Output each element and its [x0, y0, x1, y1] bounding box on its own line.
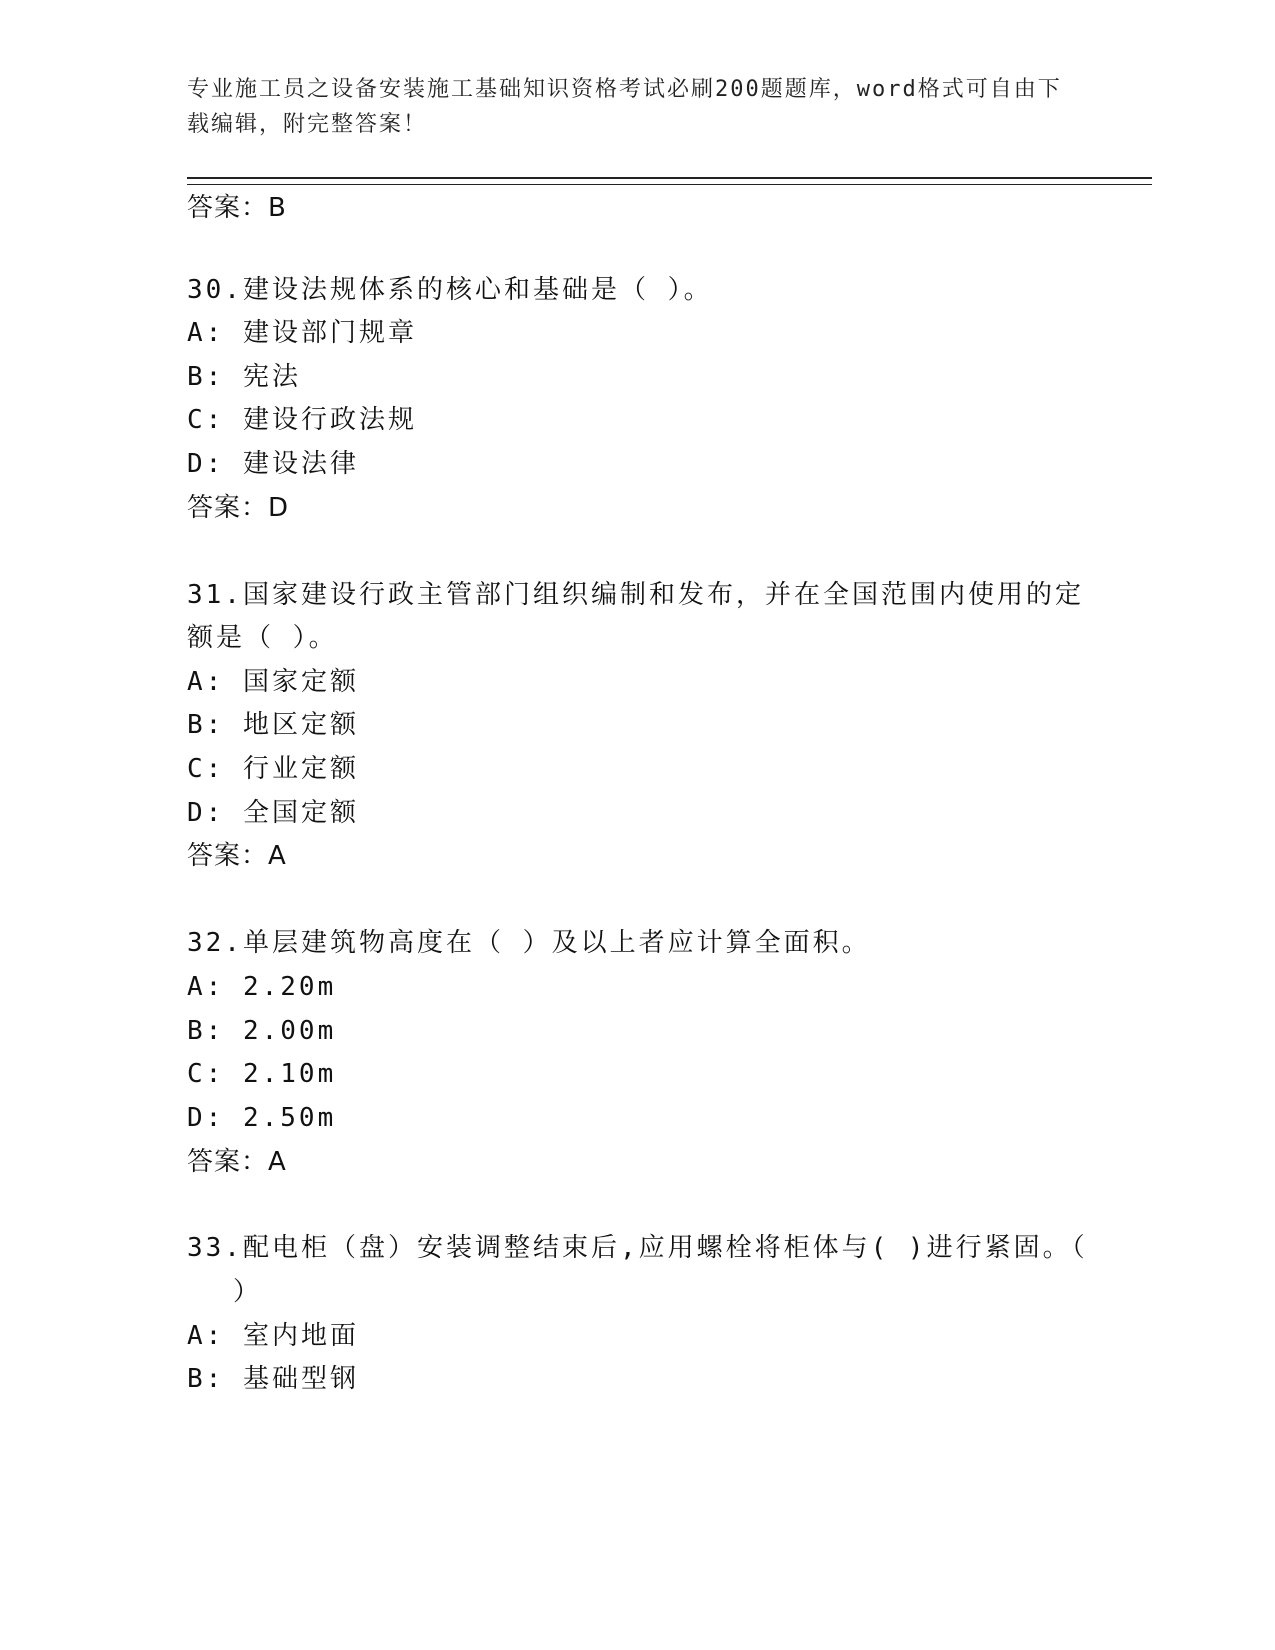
document-header [187, 72, 1067, 142]
question-31-option-d: D: 全国定额 [187, 798, 359, 828]
question-32-option-d: D: 2.50m [187, 1103, 337, 1133]
question-31-option-a: A: 国家定额 [187, 667, 359, 697]
question-32-option-a: A: 2.20m [187, 972, 337, 1002]
question-32-option-b: B: 2.00m [187, 1016, 337, 1046]
question-33-option-b: B: 基础型钢 [187, 1364, 359, 1394]
question-30-option-a: A: 建设部门规章 [187, 318, 417, 348]
question-32-option-c: C: 2.10m [187, 1059, 337, 1089]
question-33-option-a: A: 室内地面 [187, 1321, 359, 1351]
question-30-option-b: B: 宪法 [187, 362, 301, 392]
question-30-option-c: C: 建设行政法规 [187, 405, 417, 435]
question-31-stem-line2: 额是（ ）。 [187, 623, 338, 653]
question-32-answer: 答案：A [187, 1147, 287, 1177]
header-divider [187, 177, 1152, 185]
question-31-option-c: C: 行业定额 [187, 754, 359, 784]
question-33-stem-line2: ） [233, 1277, 263, 1307]
document-title: 专业施工员之设备安装施工基础知识资格考试必刷200题题库，word格式可自由下载编辑，附完整答案！ [187, 77, 1062, 137]
question-30-option-d: D: 建设法律 [187, 449, 359, 479]
question-30-stem: 30.建设法规体系的核心和基础是（ ）。 [187, 275, 713, 305]
question-31-answer: 答案：A [187, 841, 287, 871]
answer-text: 答案：B [187, 193, 287, 223]
question-31-option-b: B: 地区定额 [187, 710, 359, 740]
question-30-answer: 答案：D [187, 493, 290, 523]
question-32-stem: 32.单层建筑物高度在（ ）及以上者应计算全面积。 [187, 928, 871, 958]
question-33-stem-line1: 33.配电柜（盘）安装调整结束后,应用螺栓将柜体与( )进行紧固。（ [187, 1233, 1088, 1263]
question-31-stem-line1: 31.国家建设行政主管部门组织编制和发布，并在全国范围内使用的定 [187, 580, 1084, 610]
